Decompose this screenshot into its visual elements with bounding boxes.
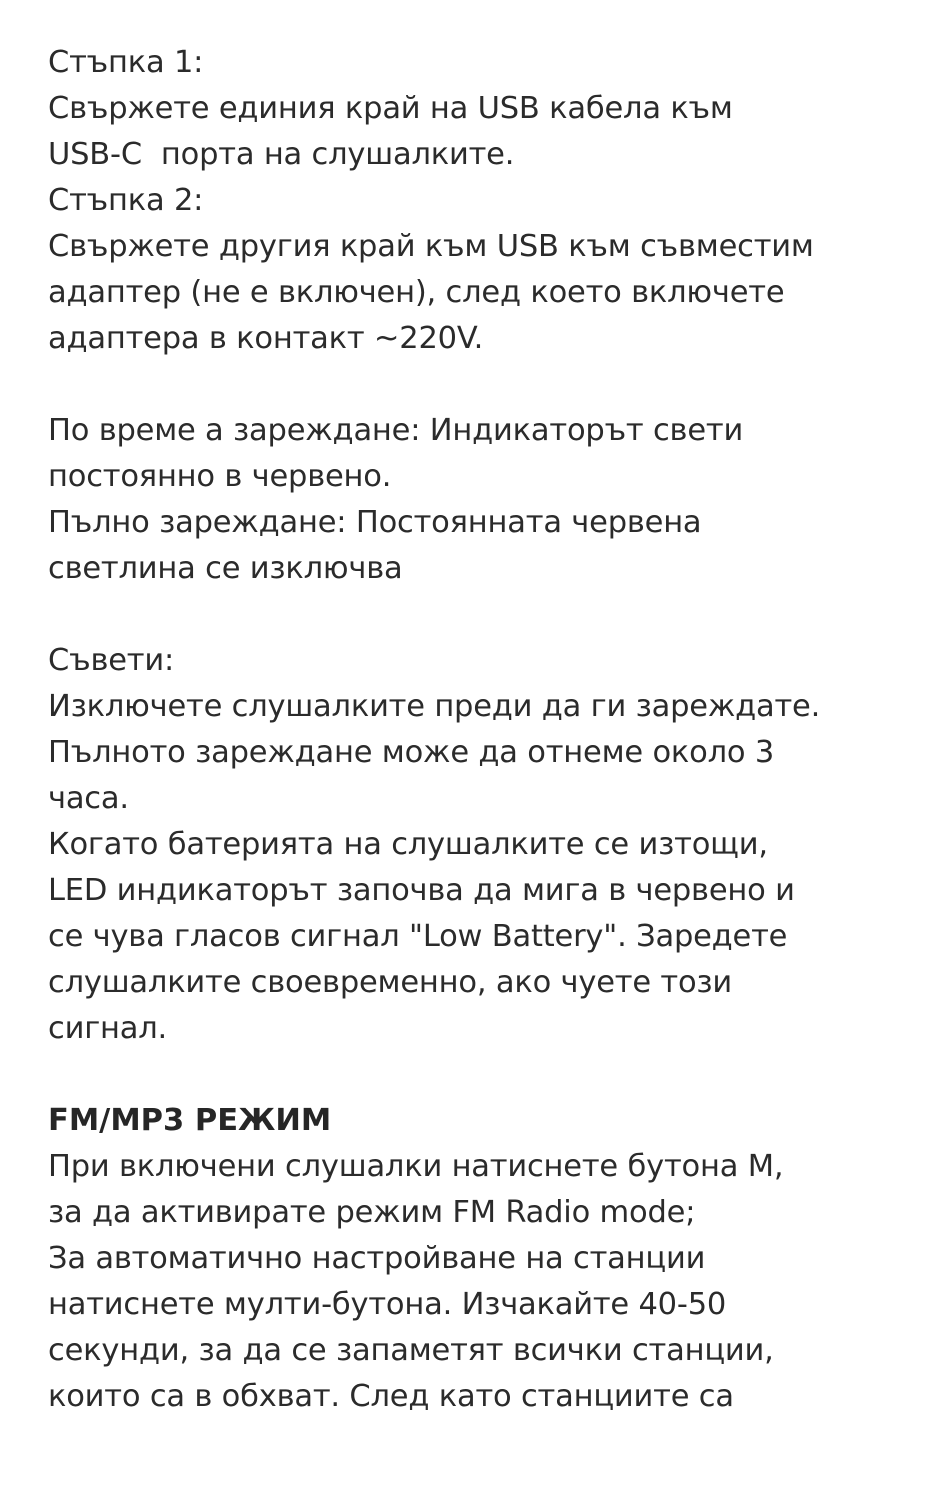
- fm-mode-heading: FM/MP3 РЕЖИМ: [48, 1103, 332, 1138]
- tips-line-4: Когато батерията на слушалките се изтощи,: [48, 827, 768, 862]
- fm-mode-line-3: За автоматично настройване на станции: [48, 1241, 706, 1276]
- step2-line-2: адаптер (не е включен), след което включете: [48, 275, 785, 310]
- tips-line-7: слушалките своевременно, ако чуете този: [48, 965, 733, 1000]
- step2-line-1: Свържете другия край към USB към съвместим: [48, 229, 814, 264]
- fm-mode-line-1: При включени слушалки натиснете бутона M,: [48, 1149, 784, 1184]
- fm-mode-line-5: секунди, за да се запаметят всички станции,: [48, 1333, 774, 1368]
- paragraph-gap: [48, 592, 938, 638]
- step1-line-1: Свържете единия край на USB кабела към: [48, 91, 733, 126]
- charging-status-line-2: постоянно в червено.: [48, 459, 392, 494]
- charging-status-line-3: Пълно зареждане: Постоянната червена: [48, 505, 702, 540]
- charging-status-line-1: По време а зареждане: Индикаторът свети: [48, 413, 744, 448]
- manual-page: [48, 40, 938, 1420]
- tips-line-6: се чува гласов сигнал "Low Battery". Заредете: [48, 919, 788, 954]
- step1-label: Стъпка 1:: [48, 45, 204, 80]
- fm-mode-line-4: натиснете мулти-бутона. Изчакайте 40-50: [48, 1287, 727, 1322]
- tips-line-5: LED индикаторът започва да мига в червено и: [48, 873, 795, 908]
- step1-line-2: USB-C порта на слушалките.: [48, 137, 515, 172]
- tips-line-3: часа.: [48, 781, 129, 816]
- fm-mode-line-6: които са в обхват. След като станциите са: [48, 1379, 734, 1414]
- step2-label: Стъпка 2:: [48, 183, 204, 218]
- tips-line-2: Пълното зареждане може да отнеме около 3: [48, 735, 775, 770]
- paragraph-gap: [48, 362, 938, 408]
- tips-label: Съвети:: [48, 643, 175, 678]
- step2-line-3: адаптера в контакт ~220V.: [48, 321, 484, 356]
- tips-line-1: Изключете слушалките преди да ги зареждате.: [48, 689, 821, 724]
- tips-line-8: сигнал.: [48, 1011, 168, 1046]
- paragraph-gap: [48, 1052, 938, 1098]
- charging-status-line-4: светлина се изключва: [48, 551, 403, 586]
- fm-mode-line-2: за да активирате режим FM Radio mode;: [48, 1195, 696, 1230]
